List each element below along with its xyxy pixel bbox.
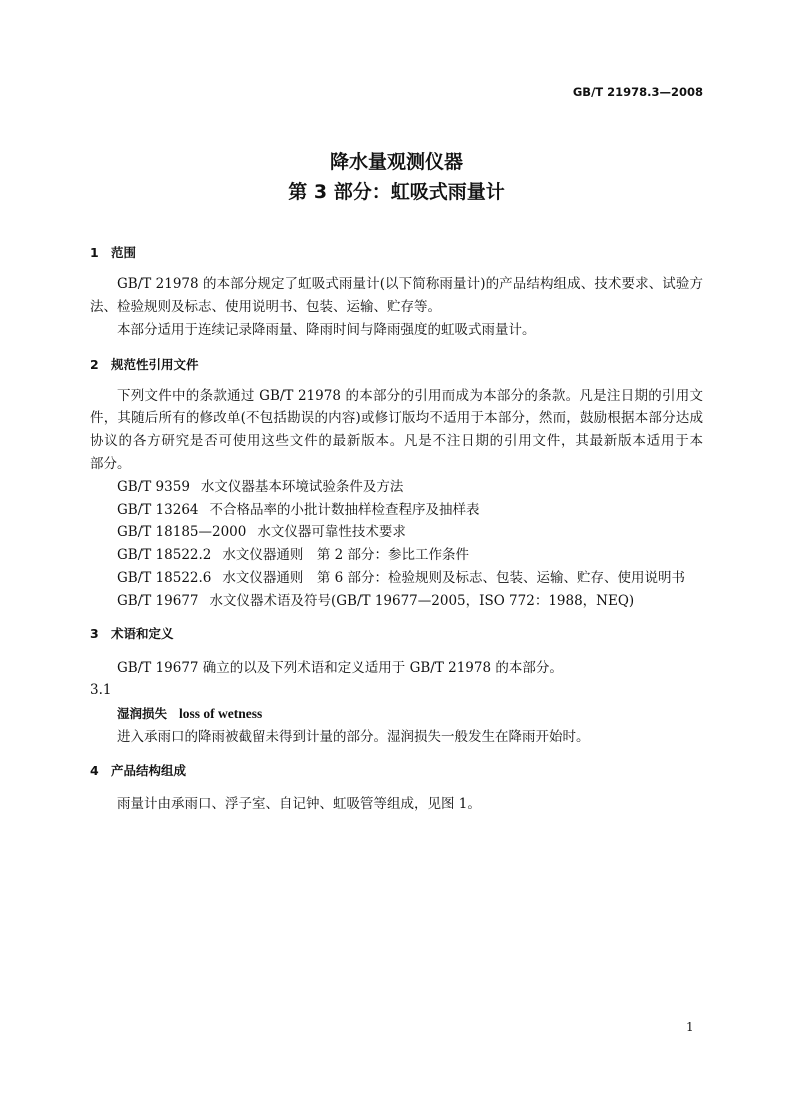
section-title: 术语和定义: [111, 626, 174, 641]
term-entry: [117, 705, 703, 723]
term-number: 3.1: [90, 682, 112, 698]
paragraph-line: 部分。: [90, 456, 131, 472]
document-title: 降水量观测仪器: [329, 151, 463, 173]
paragraph-line: 法、检验规则及标志、使用说明书、包装、运输、贮存等。: [90, 299, 441, 315]
page-number: 1: [686, 1020, 694, 1034]
reference-title: 水文仪器基本环境试验条件及方法: [200, 479, 404, 495]
reference-code: GB/T 9359: [117, 479, 190, 495]
paragraph-line: 雨量计由承雨口、浮子室、自记钟、虹吸管等组成，见图 1。: [117, 796, 481, 812]
section-number: 4: [90, 763, 99, 778]
section-number: 2: [90, 357, 99, 372]
reference-item: [117, 523, 703, 541]
reference-code: GB/T 18185—2000: [117, 524, 247, 540]
reference-item: [117, 569, 703, 587]
reference-title: 水文仪器可靠性技术要求: [257, 524, 406, 540]
section-heading-terms-definitions: [90, 625, 174, 643]
section-title: 范围: [111, 245, 137, 260]
paragraph-line: 件，其随后所有的修改单(不包括勘误的内容)或修订版均不适用于本部分，然而，鼓励根据本部分达成: [90, 410, 703, 426]
document-subtitle: 第 3 部分：虹吸式雨量计: [288, 181, 505, 203]
term-english: loss of wetness: [179, 706, 263, 721]
section-number: 1: [90, 245, 99, 260]
reference-title: 水文仪器通则 第 6 部分：检验规则及标志、包装、运输、贮存、使用说明书: [222, 570, 686, 586]
reference-item: [117, 501, 703, 519]
section-heading-normative-references: [90, 356, 199, 374]
reference-item: [117, 546, 703, 564]
reference-code: GB/T 18522.6: [117, 570, 212, 586]
reference-code: GB/T 19677: [117, 593, 199, 609]
term-definition: 进入承雨口的降雨被截留未得到计量的部分。湿润损失一般发生在降雨开始时。: [117, 729, 590, 745]
reference-code: GB/T 18522.2: [117, 547, 212, 563]
paragraph-line: GB/T 21978 的本部分规定了虹吸式雨量计(以下简称雨量计)的产品结构组成、技术要求、试验方: [117, 276, 703, 292]
section-title: 产品结构组成: [111, 763, 187, 778]
paragraph-line: 下列文件中的条款通过 GB/T 21978 的本部分的引用而成为本部分的条款。凡是注日期的引用文: [117, 388, 703, 404]
paragraph-line: 本部分适用于连续记录降雨量、降雨时间与降雨强度的虹吸式雨量计。: [117, 322, 536, 338]
reference-title: 水文仪器通则 第 2 部分：参比工作条件: [222, 547, 470, 563]
paragraph-line: GB/T 19677 确立的以及下列术语和定义适用于 GB/T 21978 的本部分。: [117, 660, 563, 676]
reference-code: GB/T 13264: [117, 502, 199, 518]
section-heading-scope: [90, 244, 136, 262]
standard-number: GB/T 21978.3—2008: [572, 85, 703, 99]
section-number: 3: [90, 626, 99, 641]
paragraph-line: 协议的各方研究是否可使用这些文件的最新版本。凡是不注日期的引用文件，其最新版本适用于本: [90, 433, 703, 449]
term-chinese: 湿润损失: [117, 706, 168, 721]
section-heading-product-structure: [90, 762, 186, 780]
reference-title: 水文仪器术语及符号(GB/T 19677—2005，ISO 772：1988，NEQ): [209, 593, 635, 609]
section-title: 规范性引用文件: [111, 357, 199, 372]
reference-title: 不合格品率的小批计数抽样检查程序及抽样表: [209, 502, 480, 518]
reference-item: [117, 478, 703, 496]
reference-item: [117, 592, 703, 610]
